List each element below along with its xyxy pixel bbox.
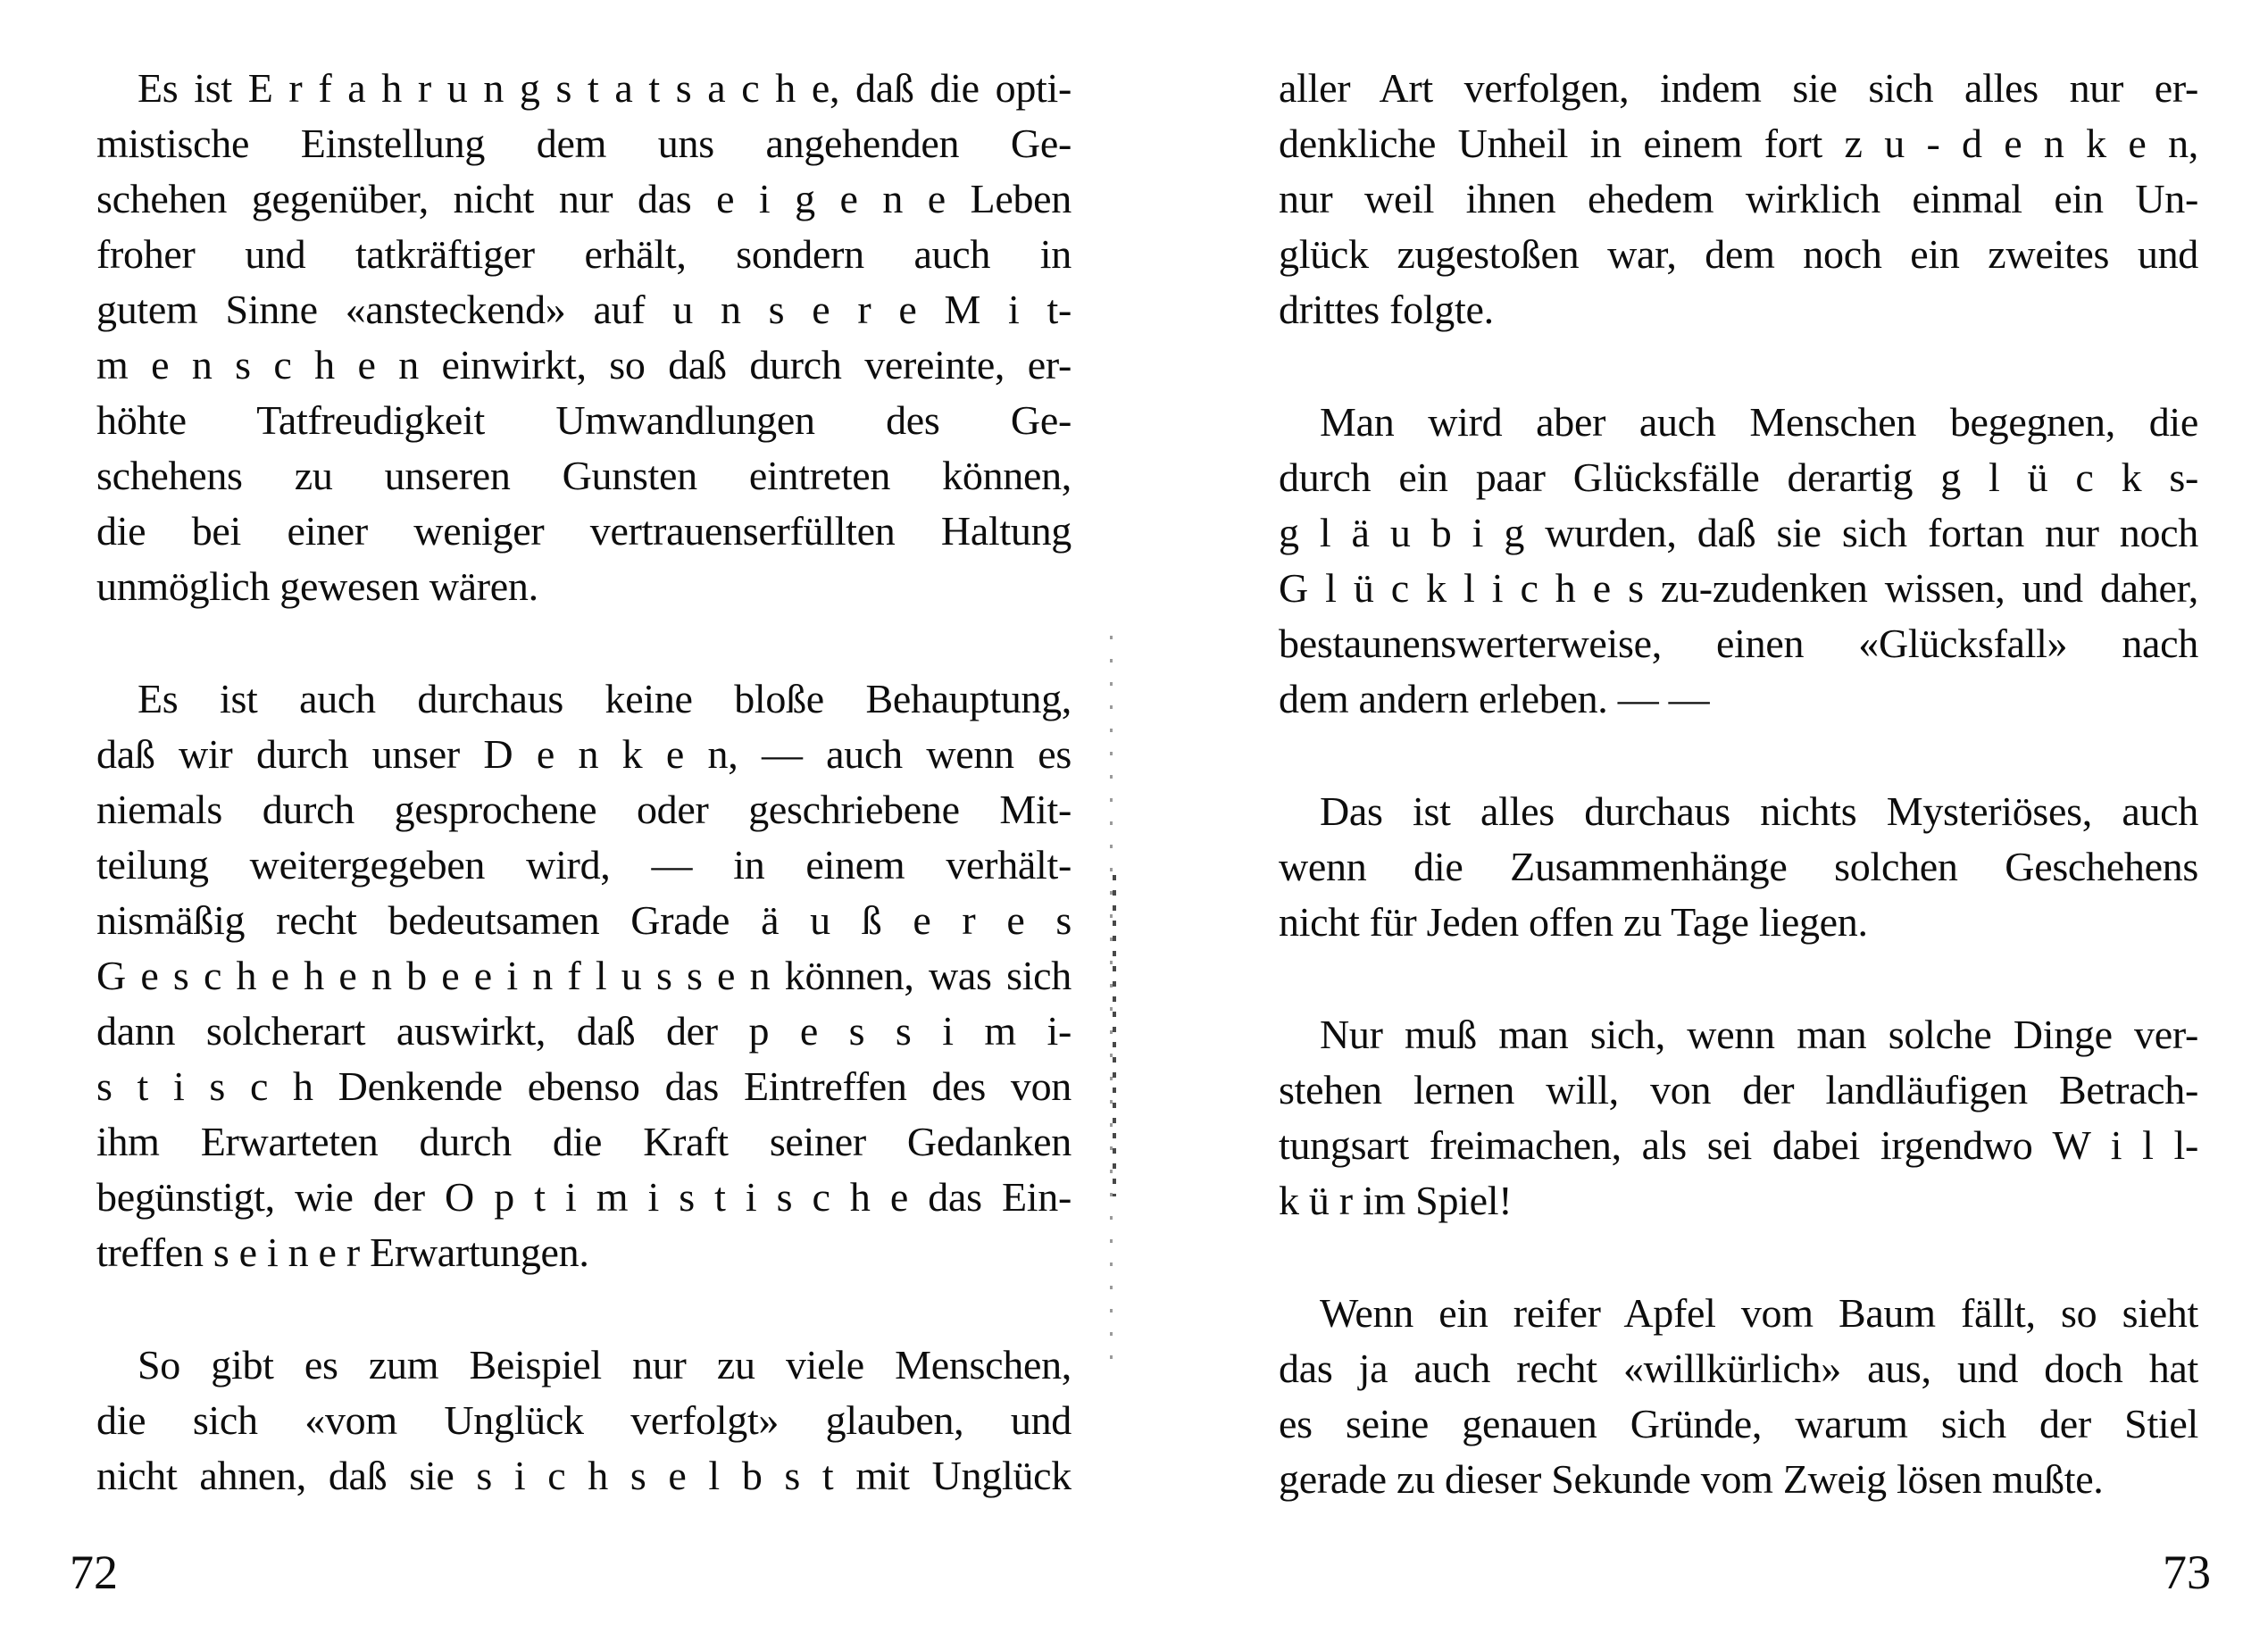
text-line: G l ü c k l i c h e s zu-zudenken wissen, und daher, (1279, 565, 2198, 611)
text-line: Es ist auch durchaus keine bloße Behauptung, (138, 676, 1071, 721)
text-line: drittes folgte. (1279, 287, 1494, 332)
text-line: stehen lernen will, von der landläufigen Betrach- (1279, 1067, 2198, 1112)
text-line: glück zugestoßen war, dem noch ein zweites und (1279, 231, 2198, 277)
paragraph (1279, 1286, 2198, 1507)
text-line: gutem Sinne «ansteckend» auf u n s e r e M i t- (96, 287, 1071, 332)
paragraph (1279, 61, 2198, 338)
text-line: gerade zu dieser Sekunde vom Zweig lösen mußte. (1279, 1456, 2104, 1502)
text-line: nur weil ihnen ehedem wirklich einmal ein Un- (1279, 176, 2198, 221)
text-line: nicht für Jeden offen zu Tage liegen. (1279, 899, 1868, 945)
paragraph (96, 671, 1071, 1280)
text-line: froher und tatkräftiger erhält, sondern auch in (96, 231, 1071, 277)
text-line: Das ist alles durchaus nichts Mysteriöses, auch (1320, 788, 2198, 834)
text-line: Wenn ein reifer Apfel vom Baum fällt, so sieht (1320, 1290, 2198, 1336)
text-line: Es ist E r f a h r u n g s t a t s a c h e, daß die opti- (138, 65, 1071, 111)
text-line: höhte Tatfreudigkeit Umwandlungen des Ge- (96, 397, 1071, 443)
text-line: ihm Erwarteten durch die Kraft seiner Gedanken (96, 1119, 1071, 1164)
gutter-binding-artifact-dense (1113, 875, 1116, 1196)
text-line: So gibt es zum Beispiel nur zu viele Menschen, (138, 1342, 1071, 1388)
text-line: schehens zu unseren Gunsten eintreten können, (96, 453, 1071, 498)
text-line: niemals durch gesprochene oder geschriebene Mit- (96, 787, 1071, 832)
text-line: Man wird aber auch Menschen begegnen, die (1320, 399, 2198, 445)
text-line: tungsart freimachen, als sei dabei irgendwo W i l l- (1279, 1122, 2198, 1168)
text-line: daß wir durch unser D e n k e n, — auch wenn es (96, 731, 1071, 777)
text-line: aller Art verfolgen, indem sie sich alles nur er- (1279, 65, 2198, 111)
text-line: G e s c h e h e n b e e i n f l u s s e n können, was sich (96, 953, 1071, 998)
paragraph (1279, 395, 2198, 727)
text-line: m e n s c h e n einwirkt, so daß durch vereinte, er- (96, 342, 1071, 388)
paragraph (1279, 784, 2198, 950)
text-line: treffen s e i n e r Erwartungen. (96, 1229, 589, 1275)
page-column-left (96, 61, 1071, 1504)
text-line: unmöglich gewesen wären. (96, 563, 538, 609)
text-line: es seine genauen Gründe, warum sich der Stiel (1279, 1401, 2198, 1446)
text-line: das ja auch recht «willkürlich» aus, und doch hat (1279, 1346, 2198, 1391)
text-line: die sich «vom Unglück verfolgt» glauben, und (96, 1397, 1071, 1443)
text-line: denkliche Unheil in einem fort z u - d e n k e n, (1279, 121, 2198, 166)
text-line: k ü r im Spiel! (1279, 1178, 1513, 1223)
text-line: mistische Einstellung dem uns angehenden Ge- (96, 121, 1071, 166)
paragraph (96, 61, 1071, 614)
text-line: die bei einer weniger vertrauenserfüllten Haltung (96, 508, 1071, 554)
text-line: Nur muß man sich, wenn man solche Dinge ver- (1320, 1012, 2198, 1057)
text-line: g l ä u b i g wurden, daß sie sich fortan nur noch (1279, 510, 2198, 555)
text-line: durch ein paar Glücksfälle derartig g l ü c k s- (1279, 454, 2198, 500)
page-number-left: 72 (70, 1546, 118, 1599)
text-line: dem andern erleben. — — (1279, 676, 1710, 721)
text-line: dann solcherart auswirkt, daß der p e s s i m i- (96, 1008, 1071, 1054)
text-line: schehen gegenüber, nicht nur das e i g e n e Leben (96, 176, 1071, 221)
text-line: begünstigt, wie der O p t i m i s t i s c h e das Ein- (96, 1174, 1071, 1220)
text-line: s t i s c h Denkende ebenso das Eintreffen des von (96, 1063, 1071, 1109)
text-line: nicht ahnen, daß sie s i c h s e l b s t mit Unglück (96, 1453, 1071, 1498)
paragraph (1279, 1007, 2198, 1229)
text-line: teilung weitergegeben wird, — in einem verhält- (96, 842, 1071, 888)
text-line: bestaunenswerterweise, einen «Glücksfall» nach (1279, 621, 2198, 666)
text-line: wenn die Zusammenhänge solchen Geschehens (1279, 844, 2198, 889)
text-line: nismäßig recht bedeutsamen Grade ä u ß e r e s (96, 897, 1071, 943)
paragraph (96, 1338, 1071, 1504)
page-column-right (1279, 61, 2198, 1507)
page-number-right: 73 (2163, 1546, 2211, 1599)
